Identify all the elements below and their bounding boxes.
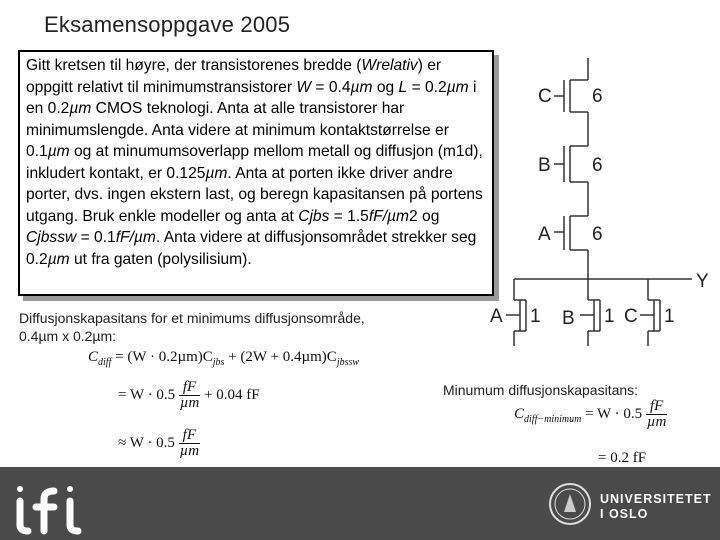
- diffusion-capacitance-label: [19, 309, 365, 345]
- task-text-segment: CMOS teknologi. Anta at alle transistorer har minimumslengde. Anta videre at minimum kontaktstørrelse er 0.1: [26, 100, 449, 160]
- task-text-segment: fF/µm: [368, 207, 410, 225]
- university-line-1: UNIVERSITETET: [600, 492, 712, 506]
- task-text-segment: ut fra gaten (polysilisium).: [69, 250, 252, 268]
- task-text-segment: og at minumumsoverlapp mellom metall og diffusjon (m1d), inkludert kontakt, er 0.125: [26, 143, 483, 182]
- output-label: Y: [696, 271, 709, 292]
- university-line-2: I OSLO: [600, 507, 649, 521]
- task-text-segment: µm: [205, 164, 228, 182]
- task-text-segment: = 1.5: [329, 207, 369, 225]
- equation-cdiff: $C_{diff} = (W \cdot 0.2\mu m)C_{jbs} + (2W + 0.4\mu m)C_{jbssw}$: [88, 349, 360, 368]
- task-text-segment: Cjbs: [298, 207, 330, 225]
- nmos-b-width: 1: [604, 306, 615, 327]
- nmos-a-gate-label: A: [490, 306, 503, 327]
- task-text-segment: µm: [446, 78, 469, 96]
- minimum-capacitance-label: Minumum diffusjonskapasitans:: [443, 382, 639, 398]
- task-text-segment: L: [398, 78, 408, 96]
- equation-cdiff-expanded: = W · 0.5 $\frac{fF}{\text{µm}}$ + 0.04 fF: [118, 379, 260, 411]
- task-text-segment: Cjbssw: [26, 229, 77, 246]
- pmos-a-gate-label: A: [538, 224, 551, 245]
- task-text-segment: µm: [47, 250, 70, 268]
- task-text-segment: W: [296, 78, 312, 96]
- nmos-c-gate-label: C: [624, 306, 638, 327]
- task-text-segment: . Anta at porten ikke driver andre porter, dvs. ingen ekstern last, og beregn kapasitansen på portens utgang. Bruk enkle modeller og anta at: [26, 164, 483, 225]
- task-description-box: [18, 50, 494, 296]
- task-text-segment: = 0.2: [407, 78, 447, 96]
- footer-bar: [0, 467, 720, 540]
- equation-cdiff-approx: ≈ W · 0.5 $\frac{fF}{\text{µm}}$: [118, 427, 200, 459]
- task-text-segment: ) er oppgitt relativt til minimumstransistorer: [26, 57, 442, 96]
- pmos-b-gate-label: B: [538, 155, 551, 176]
- task-text-segment: µm: [69, 100, 92, 117]
- pmos-b-width: 6: [592, 155, 603, 176]
- university-name: [600, 492, 712, 522]
- task-text-segment: = 0.1: [76, 229, 116, 246]
- diffusion-label-line-2: 0.4µm x 0.2µm:: [19, 328, 117, 344]
- task-text-segment: fF/µm: [115, 229, 156, 246]
- pmos-a-width: 6: [592, 224, 603, 245]
- diffusion-label-line-1: Diffusjonskapasitans for et minimums diffusjonsområde,: [19, 310, 365, 326]
- nor3-circuit-schematic: [480, 56, 720, 364]
- nmos-a-width: 1: [530, 306, 541, 327]
- slide-title: Eksamensoppgave 2005: [44, 12, 291, 37]
- task-text-segment: Gitt kretsen til høyre, der transistorenes bredde (: [26, 57, 362, 74]
- task-text-segment: . Anta videre at diffusjonsområdet strekker seg 0.2: [26, 229, 477, 268]
- task-text-segment: Wrelativ: [361, 57, 418, 74]
- task-text-segment: og: [372, 78, 399, 96]
- task-text-segment: 2 og: [409, 207, 440, 225]
- pmos-c-width: 6: [592, 86, 603, 107]
- equation-cdiff-minimum: $C_{diff-minimum} = W \cdot 0.5$ $\frac{fF}{\text{µm}}$: [514, 398, 667, 430]
- task-text-segment: i en 0.2: [26, 78, 477, 117]
- nmos-b-gate-label: B: [562, 308, 575, 329]
- task-text-segment: µm: [350, 78, 373, 96]
- equation-minimum-value: = 0.2 fF: [598, 450, 647, 466]
- ifi-logo-icon: [10, 477, 90, 537]
- pmos-c-gate-label: C: [538, 86, 552, 107]
- task-text-segment: = 0.4: [311, 78, 351, 96]
- university-seal-icon: [548, 482, 592, 526]
- nmos-c-width: 1: [664, 306, 675, 327]
- task-text-segment: µm: [47, 143, 70, 160]
